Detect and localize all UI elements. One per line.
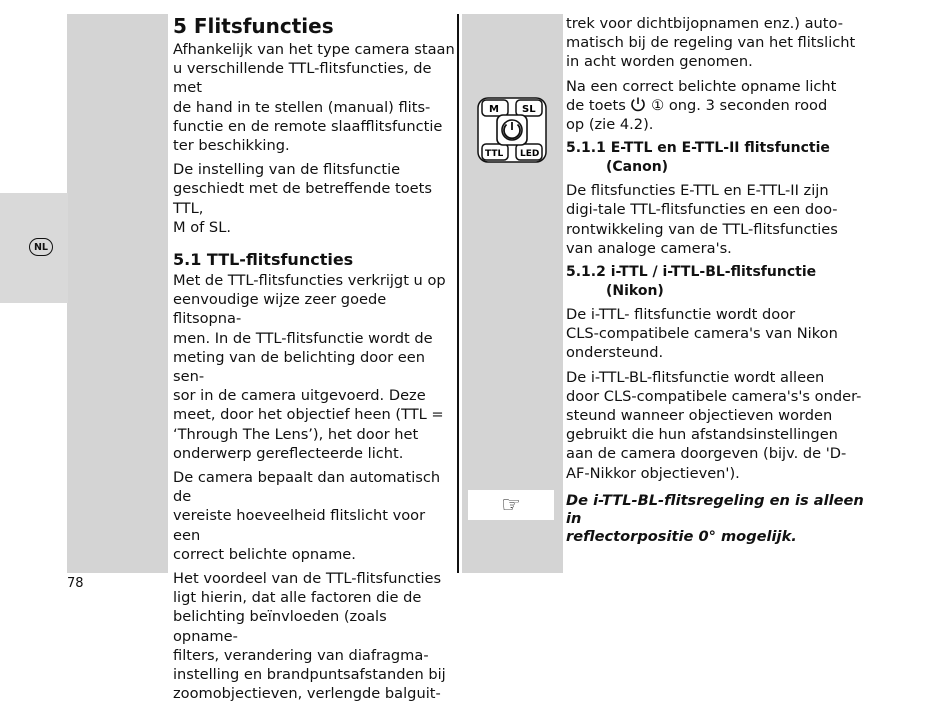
continuation-paragraph: trek voor dichtbijopnamen enz.) auto- matisch bij de regeling van het flitslicht in acht worden genomen. [566,15,856,71]
page-number: 78 [67,576,84,591]
power-button-icon [630,96,646,112]
advantage-paragraph: Het voordeel van de TTL-flitsfuncties ligt hierin, dat alle factoren die de belichting beïnvloeden (zoals opname- filters, verandering van diafragma- instelling en brandpuntsafstanden bij zoomobjectieven, verlengde balguit- [173,570,446,703]
column-divider [457,14,459,573]
intro-paragraph: Afhankelijk van het type camera staan u verschillende TTL-flitsfuncties, de met de hand in te stellen (manual) flits- functie en de remote slaafflitsfunctie ter beschikking. [173,41,455,155]
setting-paragraph: De instelling van de flitsfunctie geschiedt met de betreffende toets TTL, M of SL. [173,161,432,236]
left-column [173,14,455,709]
left-margin-band [67,14,168,573]
after-exposure-paragraph: Na een correct belichte opname licht de toets ① ong. 3 seconden rood op (zie 4.2). [566,77,837,134]
button-label-sl: SL [522,104,536,115]
camera-paragraph: De camera bepaalt dan automatisch de vereiste hoeveelheid flitslicht voor een correct belichte opname. [173,469,441,563]
button-label-ttl: TTL [485,149,504,159]
ttl-paragraph: Met de TTL-flitsfuncties verkrijgt u op eenvoudige wijze zeer goede flitsopna- men. In de TTL-flitsfunctie wordt de meting van de belichting door een sen- sor in de camera uitgevoerd. Deze meet, door het objectief heen (TTL = ‘Through The Lens’), het door het onderwerp gereflecteerde licht. [173,272,446,462]
right-column [566,14,866,551]
section-5-1-1-title: 5.1.1 E-TTL en E-TTL-II flitsfunctie (Canon) [566,140,830,176]
reference-marker: ① [651,96,665,114]
section-5-1-2-paragraph-2: De i-TTL-BL-flitsfunctie wordt alleen door CLS-compatibele camera's's onder- steund wanneer objectieven worden gebruikt die hun afstandsinstellingen aan de camera doorgeven (bijv. de 'D- AF-Nikkor objectieven'). [566,368,862,482]
flash-mode-buttons-icon [475,95,549,165]
button-label-led: LED [520,149,540,159]
language-badge: NL [29,238,53,256]
section-5-1-2-paragraph-1: De i-TTL- flitsfunctie wordt door CLS-compatibele camera's van Nikon ondersteund. [566,306,838,362]
section-5-1-1-paragraph: De flitsfuncties E-TTL en E-TTL-II zijn digi-tale TTL-flitsfuncties en een doo- rontwikkeling van de TTL-flitsfuncties van analoge camera's. [566,182,838,257]
button-label-m: M [489,104,499,115]
hand-pointer-icon: ☞ [468,490,554,520]
chapter-title: 5 Flitsfuncties [173,14,334,38]
section-5-1-title: 5.1 TTL-flitsfuncties [173,250,354,270]
warning-note: De i-TTL-BL-flitsregeling en is alleen in reflectorpositie 0° mogelijk. [566,491,864,545]
section-5-1-2-title: 5.1.2 i-TTL / i-TTL-BL-flitsfunctie (Nikon) [566,264,817,300]
